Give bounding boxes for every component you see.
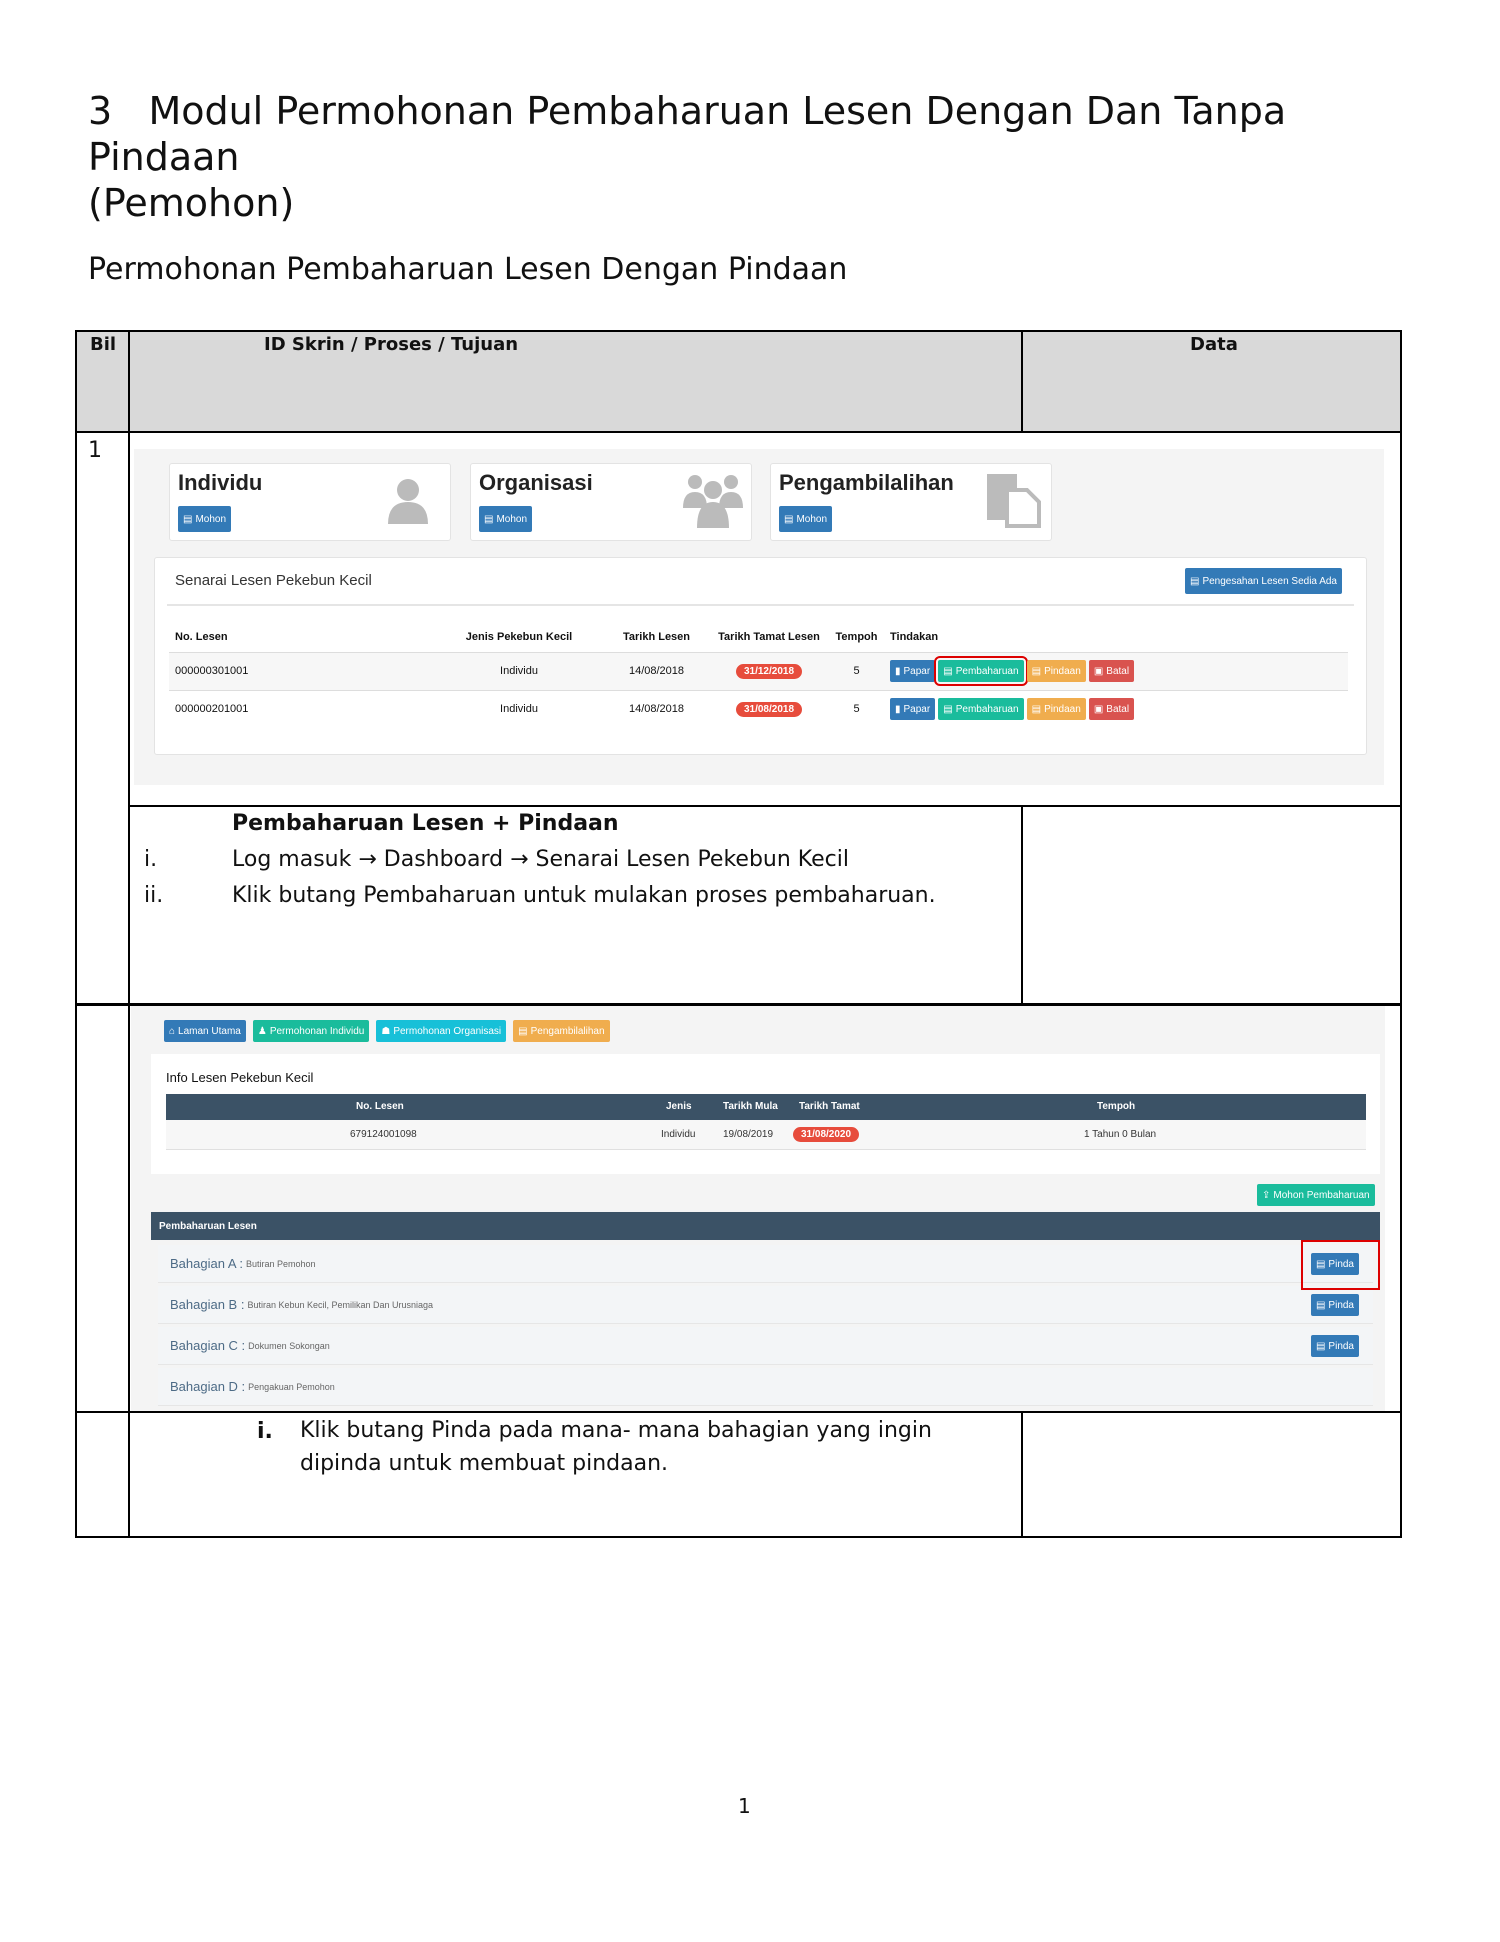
step-text: Klik butang Pinda pada mana- mana bahagian yang ingin dipinda untuk membuat pindaan. <box>300 1418 932 1476</box>
section-a-row: Bahagian A : Butiran Pemohon ▤ Pinda <box>158 1245 1373 1283</box>
highlight-box <box>1301 1240 1380 1290</box>
cell: 14/08/2018 <box>628 665 685 677</box>
section-heading: 3 Modul Permohonan Pembaharuan Lesen Dengan Dan Tanpa Pindaan (Pemohon) <box>88 89 1287 225</box>
col-header: Tarikh Mula <box>723 1101 778 1112</box>
col-header: Tarikh Tamat Lesen <box>718 630 820 643</box>
col-header: Tempoh <box>1097 1101 1136 1112</box>
table-row <box>169 690 1348 728</box>
info-title: Info Lesen Pekebun Kecil <box>166 1070 314 1085</box>
divider <box>1021 330 1023 432</box>
pinda-a-button[interactable]: ▤ Pinda <box>1311 1253 1359 1275</box>
mohon-organisasi-button[interactable]: ▤ Mohon <box>479 506 532 532</box>
renewal-panel-header: Pembaharuan Lesen <box>151 1212 1380 1240</box>
col-header: Tarikh Tamat <box>799 1101 860 1112</box>
list-title: Senarai Lesen Pekebun Kecil <box>175 572 372 589</box>
cell: 000000301001 <box>175 665 249 677</box>
card-pengambilalihan <box>770 463 1052 541</box>
expiry-badge: 31/08/2020 <box>793 1127 859 1142</box>
cell: 000000201001 <box>175 703 249 716</box>
pindaan-button[interactable]: ▤ Pindaan <box>1027 660 1086 682</box>
cell: 5 <box>853 665 860 677</box>
list-number: i. <box>144 847 158 872</box>
page-number: 1 <box>738 1794 751 1818</box>
pindaan-button[interactable]: ▤ Pindaan <box>1027 698 1086 720</box>
batal-button[interactable]: ▣ Batal <box>1089 698 1134 720</box>
col-header: Tarikh Lesen <box>622 630 691 643</box>
cell: 19/08/2019 <box>723 1129 774 1140</box>
card-title: Individu <box>178 470 263 495</box>
info-table-header <box>166 1094 1366 1120</box>
license-table <box>169 622 1348 728</box>
section-d-row: Bahagian D : Pengakuan Pemohon <box>158 1368 1373 1406</box>
header-bil: Bil <box>90 334 117 355</box>
cell: Individu <box>500 665 538 677</box>
card-organisasi <box>470 463 752 541</box>
card-individu <box>169 463 451 541</box>
copy-icon <box>985 472 1041 528</box>
divider <box>167 604 1354 606</box>
header-id: ID Skrin / Proses / Tujuan <box>264 334 519 355</box>
papar-button[interactable]: ▮ Papar <box>890 660 935 682</box>
pembaharuan-button[interactable]: ▤ Pembaharuan <box>938 660 1023 682</box>
list-number: ii. <box>144 883 164 908</box>
mohon-pengambilalihan-button[interactable]: ▤ Mohon <box>779 506 832 532</box>
col-header: Tempoh <box>835 630 878 643</box>
nav-laman-utama[interactable]: ⌂ Laman Utama <box>164 1020 246 1042</box>
divider <box>1021 805 1023 1005</box>
step-text: Klik butang Pembaharuan untuk mulakan proses pembaharuan. <box>232 883 936 908</box>
table-row <box>169 652 1348 690</box>
license-list-panel <box>154 557 1367 755</box>
section-c-row: Bahagian C : Dokumen Sokongan ▤ Pinda <box>158 1327 1373 1365</box>
card-title: Organisasi <box>479 470 593 495</box>
cell: Individu <box>661 1129 696 1140</box>
col-header: Tindakan <box>890 630 939 643</box>
batal-button[interactable]: ▣ Batal <box>1089 660 1134 682</box>
expiry-badge: 31/08/2018 <box>736 702 802 717</box>
nav-pengambilalihan[interactable]: ▤ Pengambilalihan <box>513 1020 609 1042</box>
step1-title: Pembaharuan Lesen + Pindaan <box>232 811 619 836</box>
cell: Individu <box>500 703 538 716</box>
nav-permohonan-organisasi[interactable]: ☗ Permohonan Organisasi <box>376 1020 506 1042</box>
list-number: i. <box>257 1419 273 1444</box>
cell: 1 Tahun 0 Bulan <box>1084 1129 1157 1140</box>
cell: 5 <box>853 703 860 716</box>
divider <box>75 1411 1402 1413</box>
mohon-pembaharuan-button[interactable]: ⇪ Mohon Pembaharuan <box>1257 1184 1375 1206</box>
divider <box>1021 1411 1023 1537</box>
nav-permohonan-individu[interactable]: ♟ Permohonan Individu <box>253 1020 369 1042</box>
section-b-row: Bahagian B : Butiran Kebun Kecil, Pemilikan Dan Urusniaga ▤ Pinda <box>158 1286 1373 1324</box>
mohon-individu-button[interactable]: ▤ Mohon <box>178 506 231 532</box>
row-number: 1 <box>88 438 102 463</box>
divider <box>128 330 130 1538</box>
info-panel <box>151 1054 1380 1174</box>
papar-button[interactable]: ▮ Papar <box>890 698 935 720</box>
card-title: Pengambilalihan <box>779 470 954 495</box>
col-header: No. Lesen <box>356 1101 404 1112</box>
pembaharuan-button[interactable]: ▤ Pembaharuan <box>938 698 1023 720</box>
cell: 679124001098 <box>350 1129 417 1140</box>
col-header: No. Lesen <box>175 630 228 643</box>
expiry-badge: 31/12/2018 <box>736 664 802 679</box>
nav-buttons <box>164 1020 610 1042</box>
verify-license-button[interactable]: ▤ Pengesahan Lesen Sedia Ada <box>1185 568 1342 594</box>
pinda-b-button[interactable]: ▤ Pinda <box>1311 1294 1359 1316</box>
step-text: Log masuk → Dashboard → Senarai Lesen Pekebun Kecil <box>232 847 849 872</box>
header-data: Data <box>1190 334 1238 355</box>
pinda-c-button[interactable]: ▤ Pinda <box>1311 1335 1359 1357</box>
users-icon <box>683 472 743 528</box>
subheading: Permohonan Pembaharuan Lesen Dengan Pindaan <box>88 252 848 287</box>
col-header: Jenis <box>666 1101 692 1112</box>
info-table-row <box>166 1120 1366 1150</box>
cell: 14/08/2018 <box>628 703 685 716</box>
user-icon <box>386 476 430 526</box>
divider <box>75 431 1400 433</box>
screenshot-dashboard <box>134 449 1384 785</box>
col-header: Jenis Pekebun Kecil <box>465 630 573 643</box>
